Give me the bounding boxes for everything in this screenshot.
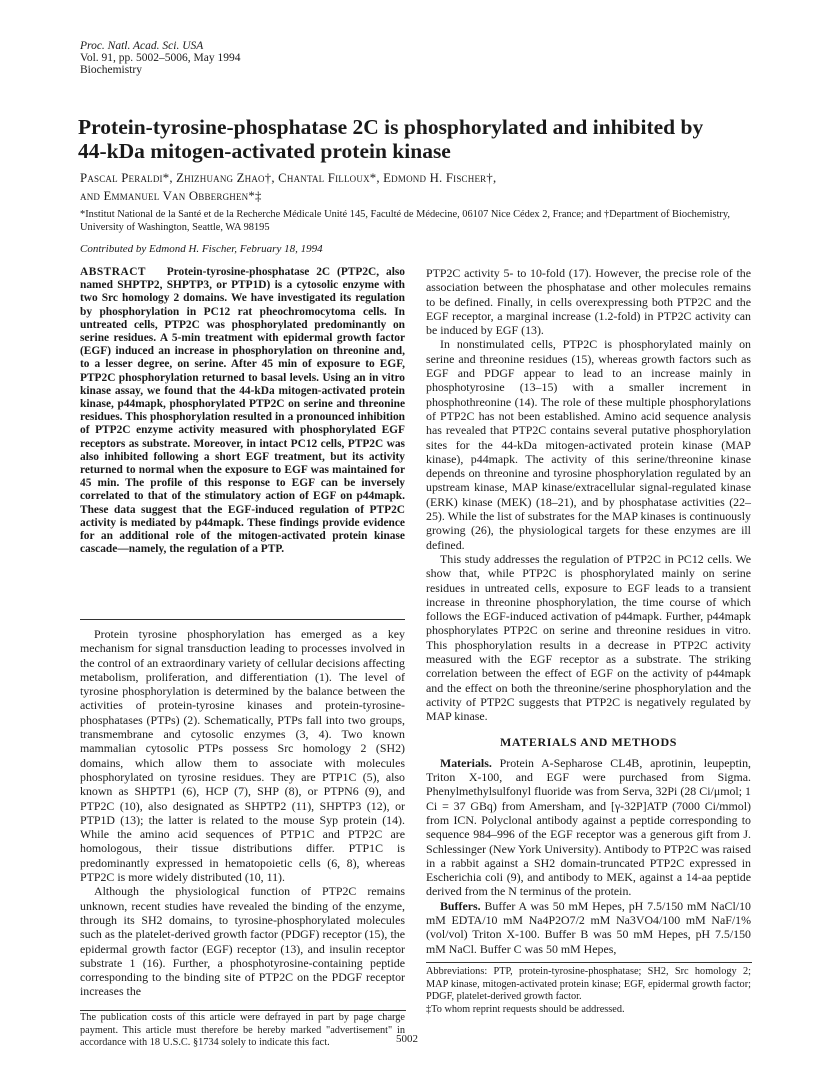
introduction-left <box>80 627 405 999</box>
section-name: Biochemistry <box>80 64 142 76</box>
author-list <box>80 169 760 205</box>
materials-label: Materials. <box>440 755 492 770</box>
intro-paragraph-3: PTP2C activity 5- to 10-fold (17). However, the precise role of the association between the phosphatase and other molecules remains to be defined. Finally, in cells overexpressing both PTP2C and the EGF receptor, a marginal increase (1.2-fold) in PTP2C activity can be induced by EGF (13). <box>426 266 751 338</box>
article-title <box>78 115 758 163</box>
title-line-1: Protein-tyrosine-phosphatase 2C is phosphorylated and inhibited by <box>78 115 704 139</box>
page-number: 5002 <box>396 1033 418 1045</box>
intro-paragraph-2: Although the physiological function of PTP2C remains unknown, recent studies have revealed the binding of the enzyme, through its SH2 domains, to tyrosine-phosphorylated molecules such as the platelet-derived growth factor (PDGF) receptor (15), the epidermal growth factor (EGF) receptor (13), and insulin receptor substrate 1 (16). Further, a phosphotyrosine-containing peptide corresponding to the binding site of PTP2C on the PDGF receptor increases the <box>80 884 405 999</box>
title-line-2: 44-kDa mitogen-activated protein kinase <box>78 139 451 163</box>
abstract-divider <box>80 619 405 620</box>
buffers-label: Buffers. <box>440 898 481 913</box>
journal-header <box>80 40 240 76</box>
buffers-text: Buffer A was 50 mM Hepes, pH 7.5/150 mM NaCl/10 mM EDTA/10 mM Na4P2O7/2 mM Na3VO4/100 mM NaF/1% (vol/vol) Triton X-100. Buffer B was 50 mM Hepes, pH 7.5/150 mM NaCl. Buffer C was 50 mM Hepes, <box>426 898 751 956</box>
journal-name: Proc. Natl. Acad. Sci. USA <box>80 40 204 52</box>
reprint-note: ‡To whom reprint requests should be addressed. <box>426 1003 625 1015</box>
authors-line-2: and Emmanuel Van Obberghen*‡ <box>80 189 262 203</box>
publication-cost-note: The publication costs of this article were defrayed in part by page charge payment. This article must therefore be hereby marked "advertisement" in accordance with 18 U.S.C. §1734 solely to indicate this fact. <box>80 1012 405 1049</box>
abstract-text: Protein-tyrosine-phosphatase 2C (PTP2C, also named SHPTP2, SHPTP3, or PTP1D) is a cytosolic enzyme with two Src homology 2 domains. We have investigated its regulation by phosphorylation in PC12 rat pheochromocytoma cells. In untreated cells, PTP2C was phosphorylated predominantly on serine residues. A 5-min treatment with epidermal growth factor (EGF) induced an increase in phosphorylation on threonine and, to a lesser degree, on serine. After 45 min of exposure to EGF, PTP2C phosphorylation returned to basal levels. Using an in vitro kinase assay, we found that the 44-kDa mitogen-activated protein kinase, p44mapk, phosphorylated PTP2C on serine and threonine residues. This phosphorylation resulted in a pronounced inhibition of PTP2C enzyme activity measured with phosphorylated EGF receptors as substrate. Moreover, in intact PC12 cells, PTP2C was also inhibited following a short EGF treatment, but its activity returned to normal when the exposure to EGF was maintained for 45 min. The profile of this response to EGF can be inversely correlated to that of the stimulatory action of EGF on p44mapk. These data suggest that the EGF-induced regulation of PTP2C activity is mediated by p44mapk. These findings provide evidence for an additional role of the mitogen-activated protein kinase cascade—namely, the regulation of a PTP. <box>80 266 405 556</box>
footnotes-right <box>426 966 751 1016</box>
abbreviations-note: Abbreviations: PTP, protein-tyrosine-phosphatase; SH2, Src homology 2; MAP kinase, mitogen-activated protein kinase; EGF, epidermal growth factor; PDGF, platelet-derived growth factor. <box>426 966 751 1003</box>
abstract <box>80 266 405 556</box>
intro-paragraph-1: Protein tyrosine phosphorylation has emerged as a key mechanism for signal transduction leading to processes involved in the control of an extraordinary variety of cellular decisions affecting metabolism, proliferation, and differentiation (1). The level of tyrosine phosphorylation is determined by the balance between the activities of protein-tyrosine kinases and protein-tyrosine-phosphatases (PTPs) (2). Schematically, PTPs fall into two groups, transmembrane and cytosolic enzymes (3, 4). Two known mammalian cytosolic PTPs possess Src homology 2 (SH2) domains, which allow them to associate with molecules phosphorylated on tyrosine residues. They are PTP1C (5), also known as SHPTP1 (6), HCP (7), SHP (8), or PTPN6 (9), and PTP2C (10), also designated as SHPTP2 (11), SHPTP3 (12), or PTP1D (13); the latter is related to the mouse Syp protein (14). While the amino acid sequences of PTP1C and PTP2C are homologous, their tissue distributions differ. PTP1C is predominantly expressed in hematopoietic cells (6, 8), whereas PTP2C is more widely distributed (10, 11). <box>80 627 405 885</box>
abstract-label: ABSTRACT <box>80 266 147 278</box>
footnote-divider-left <box>80 1010 406 1011</box>
authors-line-1: Pascal Peraldi*, Zhizhuang Zhao†, Chantal Filloux*, Edmond H. Fischer†, <box>80 171 497 185</box>
materials-paragraph <box>426 756 751 899</box>
contributed-by: Contributed by Edmond H. Fischer, February 18, 1994 <box>80 243 323 255</box>
volume-info: Vol. 91, pp. 5002–5006, May 1994 <box>80 52 241 64</box>
footnote-divider-right <box>426 962 752 963</box>
methods-heading: MATERIALS AND METHODS <box>499 734 678 749</box>
buffers-paragraph <box>426 899 751 956</box>
intro-paragraph-4: In nonstimulated cells, PTP2C is phosphorylated mainly on serine and threonine residues (15), whereas growth factors such as EGF and PDGF appear to lead to an increase mainly in phosphotyrosine (13–15) with a smaller increment in phosphothreonine (14). The role of these multiple phosphorylations of PTP2C has not been established. Amino acid sequence analysis has revealed that PTP2C contains several putative phosphorylation sites for the 44-kDa mitogen-activated protein kinase (MAP kinase), p44mapk. The activity of this serine/threonine kinase depends on threonine and tyrosine phosphorylation regulated by an upstream kinase, MAP kinase/extracellular signal-regulated kinase (ERK) kinase (MEK) (18–21), and by phosphatase activities (22–25). While the list of substrates for the MAP kinases is continuously growing (26), the physiological targets for these enzymes are ill defined. <box>426 337 751 552</box>
materials-text: Protein A-Sepharose CL4B, aprotinin, leupeptin, Triton X-100, and EGF were purchased from Sigma. Phenylmethylsulfonyl fluoride was from Serva, 32Pi (28 Ci/μmol; 1 Ci = 37 GBq) from Amersham, and [γ-32P]ATP (7000 Ci/mmol) from ICN. Polyclonal antibody against a peptide corresponding to sequence 984–996 of the EGF receptor was a generous gift from J. Schlessinger (New York University). Antibody to PTP2C was raised in a rabbit against a SH2 domain-truncated PTP2C expressed in Escherichia coli (9), and antibody to MEK, against a 14-aa peptide derived from the N terminus of the protein. <box>426 755 751 899</box>
introduction-right <box>426 266 751 956</box>
intro-paragraph-5: This study addresses the regulation of PTP2C in PC12 cells. We show that, while PTP2C is phosphorylated mainly on serine residues in untreated cells, exposure to EGF leads to a transient increase in threonine phosphorylation, the time course of which follows the EGF-induced activation of p44mapk. Further, p44mapk phosphorylates PTP2C on serine and threonine residues in vitro. This phosphorylation results in a decrease in PTP2C activity measured with the EGF receptor as a substrate. The striking correlation between the effect of EGF on the activity of p44mapk and the effect on both the threonine/serine phosphorylation and the activity of PTP2C suggests that PTP2C is negatively regulated by MAP kinase. <box>426 551 751 724</box>
affiliations: *Institut National de la Santé et de la Recherche Médicale Unité 145, Faculté de Médecine, 06107 Nice Cédex 2, France; and †Department of Biochemistry, University of Washington, Seattle, WA 98195 <box>80 209 730 233</box>
